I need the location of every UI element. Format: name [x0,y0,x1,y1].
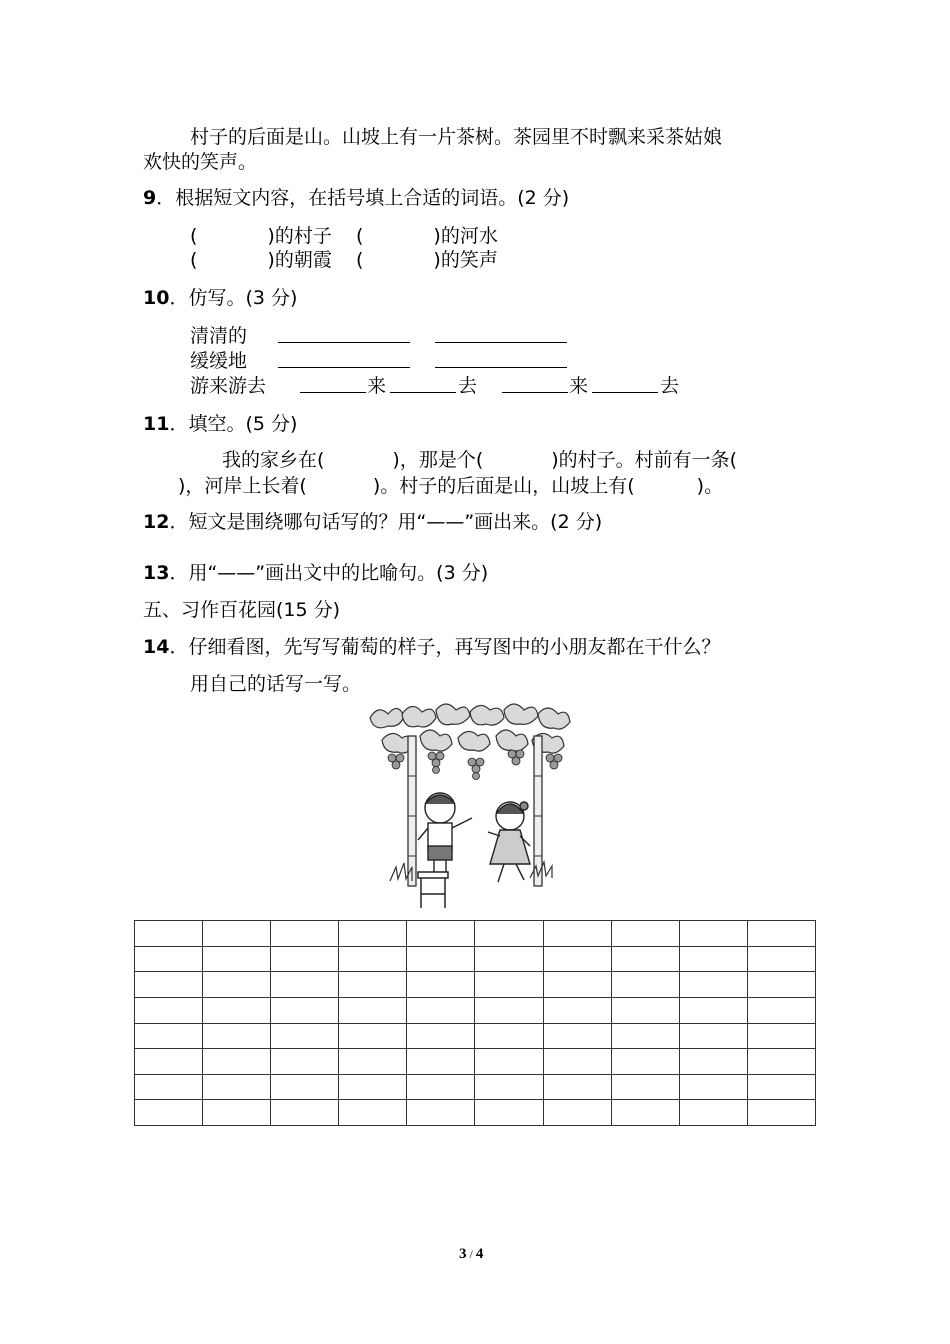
grid-cell[interactable] [339,1023,407,1049]
question-number: 9 [143,187,157,209]
page-total: 4 [475,1246,484,1262]
q10-row-1 [190,324,247,348]
grid-cell[interactable] [271,1074,339,1100]
grid-cell[interactable] [339,1074,407,1100]
grid-cell[interactable] [203,921,271,947]
grid-cell[interactable] [679,972,747,998]
grid-cell[interactable] [679,1049,747,1075]
q9-item-2 [356,224,498,248]
answer-blank[interactable] [278,326,410,343]
grid-cell[interactable] [475,1023,543,1049]
grid-cell[interactable] [611,921,679,947]
question-prompt: 短文是围绕哪句话写的？用“——”画出来。(2 分) [188,511,603,533]
grid-cell[interactable] [679,921,747,947]
grid-cell[interactable] [135,1023,203,1049]
grid-cell[interactable] [679,1074,747,1100]
grid-cell[interactable] [543,1049,611,1075]
grid-cell[interactable] [271,921,339,947]
grid-cell[interactable] [339,997,407,1023]
question-prompt: 填空。(5 分) [188,413,298,435]
grid-cell[interactable] [203,997,271,1023]
example-word: 缓缓地 [190,350,248,372]
grid-cell[interactable] [135,1100,203,1126]
qu-char: 去 [458,375,478,397]
grid-cell[interactable] [679,946,747,972]
grid-cell[interactable] [203,1049,271,1075]
grid-cell[interactable] [611,1100,679,1126]
grid-cell[interactable] [475,1074,543,1100]
question-number: 10 [143,287,170,309]
grid-cell[interactable] [475,921,543,947]
grid-cell[interactable] [747,946,815,972]
grid-cell[interactable] [339,1100,407,1126]
grid-cell[interactable] [611,997,679,1023]
question-10: 10．仿写。(3 分) [143,287,298,309]
question-number: 14 [143,636,170,658]
grid-cell[interactable] [747,1049,815,1075]
writing-grid[interactable] [134,920,816,1126]
grid-cell[interactable] [203,1074,271,1100]
answer-blank[interactable] [435,326,567,343]
question-12: 12．短文是围绕哪句话写的？用“——”画出来。(2 分) [143,511,603,533]
page-number [459,1246,483,1263]
grid-cell[interactable] [543,972,611,998]
grid-cell[interactable] [611,1049,679,1075]
grid-cell[interactable] [271,972,339,998]
grid-cell[interactable] [543,946,611,972]
grid-cell[interactable] [679,997,747,1023]
grid-cell[interactable] [135,997,203,1023]
item-text: )的笑声 [433,249,498,271]
q11-line-2 [178,474,723,498]
grid-cell[interactable] [407,997,475,1023]
grid-cell[interactable] [407,1023,475,1049]
qu-char: 去 [660,375,680,397]
example-word: 清清的 [190,325,248,347]
grid-cell[interactable] [203,1100,271,1126]
grid-cell[interactable] [747,997,815,1023]
grid-cell[interactable] [135,921,203,947]
grid-cell[interactable] [339,921,407,947]
grid-cell[interactable] [747,972,815,998]
question-14-line-2: 用自己的话写一写。 [190,673,362,695]
grid-cell[interactable] [271,1023,339,1049]
section-title: 五、习作百花园(15 分) [143,599,341,621]
question-prompt: 用“——”画出文中的比喻句。(3 分) [188,562,489,584]
grid-cell[interactable] [271,1100,339,1126]
grid-cell[interactable] [135,972,203,998]
grid-cell[interactable] [339,946,407,972]
question-prompt: 根据短文内容，在括号填上合适的词语。(2 分) [175,187,570,209]
q9-item-4 [356,248,498,272]
grid-cell[interactable] [271,1049,339,1075]
text-segment: )，河岸上长着( [178,475,307,497]
grid-cell[interactable] [679,1023,747,1049]
answer-blank[interactable] [502,376,568,393]
paren-open: ( [190,225,198,247]
grid-cell[interactable] [339,972,407,998]
grid-cell[interactable] [339,1049,407,1075]
grid-cell[interactable] [407,946,475,972]
grid-cell[interactable] [747,1100,815,1126]
grid-cell[interactable] [611,1074,679,1100]
q11-line-1 [222,448,737,472]
grid-cell[interactable] [543,1074,611,1100]
grid-cell[interactable] [475,1049,543,1075]
answer-blank[interactable] [300,376,366,393]
lai-char: 来 [569,375,589,397]
paren-open: ( [356,249,364,271]
text-segment: )，那是个( [392,449,484,471]
text-segment: )。村子的后面是山，山坡上有( [372,475,635,497]
grid-cell[interactable] [407,1100,475,1126]
grid-cell[interactable] [475,1100,543,1126]
grid-cell[interactable] [679,1100,747,1126]
item-text: )的河水 [433,225,498,247]
question-9: 9．根据短文内容，在括号填上合适的词语。(2 分) [143,187,570,209]
grid-cell[interactable] [203,1023,271,1049]
grid-cell[interactable] [271,997,339,1023]
answer-blank[interactable] [278,351,410,368]
question-13: 13．用“——”画出文中的比喻句。(3 分) [143,562,489,584]
grid-cell[interactable] [747,1023,815,1049]
grid-cell[interactable] [135,1049,203,1075]
example-word: 游来游去 [190,375,267,397]
page-current: 3 [459,1246,467,1262]
grid-cell[interactable] [203,946,271,972]
question-number: 12 [143,511,170,533]
text-segment: )的村子。村前有一条( [551,449,738,471]
q10-row-2 [190,349,247,373]
grid-cell[interactable] [407,1049,475,1075]
lai-char: 来 [367,375,387,397]
q9-item-1 [190,224,332,248]
grid-cell[interactable] [407,1074,475,1100]
passage-line-1: 村子的后面是山。山坡上有一片茶树。茶园里不时飘来采茶姑娘 [190,126,723,148]
grid-cell[interactable] [543,1100,611,1126]
item-text: )的朝霞 [267,249,332,271]
answer-blank[interactable] [592,376,658,393]
grid-cell[interactable] [543,1023,611,1049]
grid-cell[interactable] [135,1074,203,1100]
grid-cell[interactable] [475,972,543,998]
grid-cell[interactable] [135,946,203,972]
question-number: 11 [143,413,170,435]
grid-cell[interactable] [611,1023,679,1049]
grid-cell[interactable] [611,972,679,998]
question-14: 14．仔细看图，先写写葡萄的样子，再写图中的小朋友都在干什么？ [143,636,721,658]
text-segment: 我的家乡在( [222,449,325,471]
grid-cell[interactable] [475,946,543,972]
grid-cell[interactable] [407,921,475,947]
grid-cell[interactable] [475,997,543,1023]
question-11: 11．填空。(5 分) [143,413,298,435]
q10-row-3 [190,374,266,398]
paren-open: ( [356,225,364,247]
grid-cell[interactable] [203,972,271,998]
passage-line-2: 欢快的笑声。 [143,151,258,173]
grid-cell[interactable] [747,1074,815,1100]
grape-trellis-illustration [362,696,586,916]
answer-blank[interactable] [390,376,456,393]
grid-cell[interactable] [747,921,815,947]
grid-cell[interactable] [543,921,611,947]
text-segment: )。 [696,475,724,497]
answer-blank[interactable] [435,351,567,368]
paren-open: ( [190,249,198,271]
grid-cell[interactable] [271,946,339,972]
grid-cell[interactable] [543,997,611,1023]
grid-cell[interactable] [611,946,679,972]
q9-item-3 [190,248,332,272]
page-separator: / [469,1247,473,1261]
question-prompt: 仿写。(3 分) [188,287,298,309]
grid-cell[interactable] [407,972,475,998]
question-number: 13 [143,562,170,584]
question-prompt: 仔细看图，先写写葡萄的样子，再写图中的小朋友都在干什么？ [188,636,721,658]
item-text: )的村子 [267,225,332,247]
